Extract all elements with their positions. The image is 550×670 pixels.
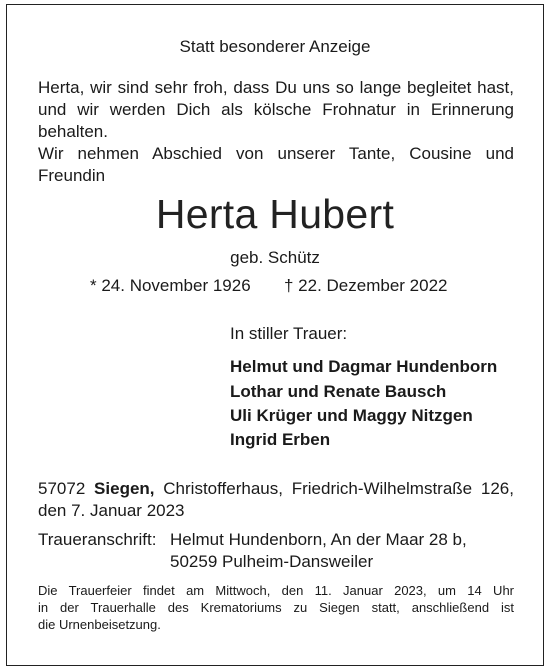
address-label: Traueranschrift: [38,530,157,549]
mourning-label: In stiller Trauer: [230,324,348,343]
notice-header: Statt besonderer Anzeige [179,37,371,56]
deceased-name: Herta Hubert [155,191,395,237]
farewell-paragraph [38,143,514,187]
farewell-line: Freundin [38,166,106,185]
ceremony-line: die Urnenbeisetzung. [38,617,161,632]
place-rest: Christofferhaus, Friedrich-Wilhelmstraße 126, [163,479,514,498]
intro-line: und wir werden Dich als kölsche Frohnatur in Erinnerung [38,100,514,119]
address-line: 50259 Pulheim-Dansweiler [170,552,374,571]
intro-line: behalten. [38,122,108,141]
mourner-name: Helmut und Dagmar Hundenborn [230,357,498,376]
birth-date: * 24. November 1926 [90,276,251,295]
place-city: Siegen, [94,479,155,498]
mourner-name: Lothar und Renate Bausch [230,382,447,401]
ceremony-line: Die Trauerfeier findet am Mittwoch, den 11. Januar 2023, um 14 Uhr [38,583,514,598]
death-date: † 22. Dezember 2022 [284,276,448,295]
address-line: Helmut Hundenborn, An der Maar 28 b, [170,530,467,549]
mourner-name: Uli Krüger und Maggy Nitzgen [230,406,473,425]
mourner-name: Ingrid Erben [230,430,331,449]
place-paragraph [38,478,514,522]
intro-paragraph [38,77,514,143]
maiden-name: geb. Schütz [230,248,320,267]
ceremony-paragraph [38,582,514,633]
ceremony-line: in der Trauerhalle des Krematoriums zu Siegen statt, anschließend ist [38,600,514,615]
place-date: den 7. Januar 2023 [38,501,185,520]
place-line [38,478,514,500]
place-zip: 57072 [38,479,86,498]
farewell-line: Wir nehmen Abschied von unserer Tante, Cousine und [38,144,514,163]
intro-line: Herta, wir sind sehr froh, dass Du uns so lange begleitet hast, [38,78,514,97]
